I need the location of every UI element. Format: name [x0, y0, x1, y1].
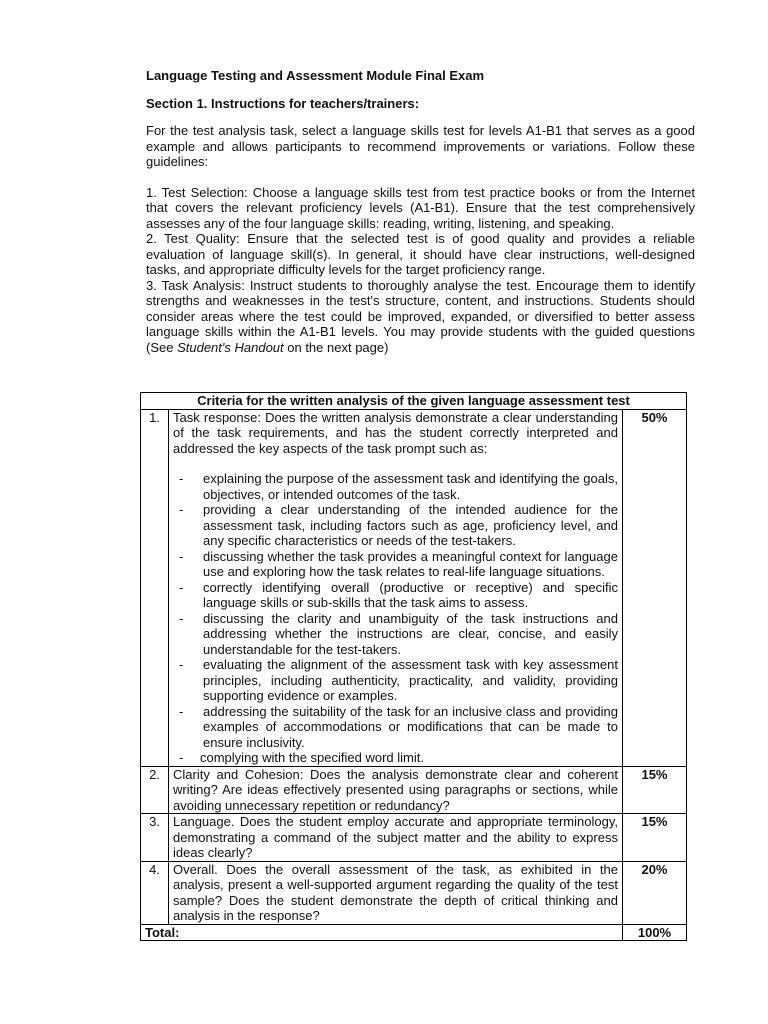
bullet-text: explaining the purpose of the assessment task and identifying the goals, objectives, or intended outcomes of the task. [203, 471, 618, 502]
bullet-text: complying with the specified word limit. [200, 750, 424, 765]
bullet-text: discussing the clarity and unambiguity of the task instructions and addressing whether the instructions are clear, concise, and easily understandable for the test-takers. [203, 610, 618, 657]
dash-marker: - [179, 579, 184, 595]
list-item [173, 549, 618, 580]
bullet-text: providing a clear understanding of the intended audience for the assessment task, including factors such as age, proficiency level, and any specific characteristics or needs of the test-takers. [203, 502, 618, 548]
table-row [141, 409, 687, 766]
bullet-text: addressing the suitability of the task for an inclusive class and providing examples of accommodations or modifications that can be made to ensure inclusivity. [203, 703, 618, 750]
table-row [141, 861, 687, 924]
list-item [173, 611, 618, 658]
dash-marker: - [179, 703, 184, 719]
dash-marker: - [179, 610, 184, 626]
bullet-text: correctly identifying overall (productive or receptive) and specific language skills or sub-skills that the task aims to assess. [203, 579, 618, 610]
dash-marker: - [179, 657, 184, 672]
criterion-number: 1. [141, 409, 169, 766]
criterion-text: Overall. Does the overall assessment of the task, as exhibited in the analysis, present a well-supported argument regarding the quality of the test sample? Does the student demonstrate the depth of critical thinking and analysis in the response? [169, 861, 623, 924]
criteria-table [140, 392, 687, 941]
criterion-weight: 50% [622, 409, 686, 766]
criterion-number: 2. [141, 766, 169, 814]
section-heading: Section 1. Instructions for teachers/trainers: [146, 95, 420, 111]
intro-paragraph: For the test analysis task, select a language skills test for levels A1-B1 that serves as a good example and allows participants to recommend improvements or variations. Follow these guidelines: [146, 123, 695, 169]
dash-marker: - [179, 502, 184, 517]
bullet-text: discussing whether the task provides a meaningful context for language use and exploring how the task relates to real-life language situations. [203, 548, 618, 579]
dash-marker: - [179, 471, 184, 486]
guideline-2: 2. Test Quality: Ensure that the selected test is of good quality and provides a reliable evaluation of language skill(s). In general, it should have clear instructions, well-designed tasks, and appropriate difficulty levels for the target proficiency range. [146, 231, 695, 277]
total-row [141, 924, 687, 941]
dash-marker: - [179, 750, 184, 765]
guideline-1: 1. Test Selection: Choose a language skills test from test practice books or from the Internet that covers the relevant proficiency levels (A1-B1). Ensure that the test comprehensively assesses any of the four language skills: reading, writing, listening, and speaking. [146, 184, 695, 231]
criterion-bullet-list [173, 471, 618, 766]
table-row [141, 766, 687, 814]
total-label: Total: [141, 924, 623, 941]
list-item [173, 580, 618, 611]
list-item [173, 657, 618, 704]
criterion-text: Clarity and Cohesion: Does the analysis demonstrate clear and coherent writing? Are ideas effectively presented using paragraphs or sections, while avoiding unnecessary repetition or redundancy? [169, 766, 623, 814]
document-title: Language Testing and Assessment Module Final Exam [146, 68, 485, 83]
criterion-weight: 15% [622, 814, 686, 862]
criterion-description: Task response: Does the written analysis demonstrate a clear understanding of the task requirements, and has the student correctly interpreted and addressed the key aspects of the task prompt such as: [173, 409, 618, 456]
bullet-text: evaluating the alignment of the assessment task with key assessment principles, including authenticity, practicality, and validity, providing supporting evidence or examples. [203, 657, 618, 703]
table-row [141, 814, 687, 862]
criterion-text: Language. Does the student employ accurate and appropriate terminology, demonstrating a command of the subject matter and the ability to express ideas clearly? [169, 814, 623, 862]
guideline-3-tail: on the next page) [283, 339, 389, 355]
document-body [146, 68, 695, 355]
list-item [173, 502, 618, 549]
guideline-3 [146, 278, 695, 356]
total-value: 100% [622, 924, 686, 941]
student-handout-reference: Student's Handout [177, 339, 284, 355]
criteria-header-row [141, 393, 687, 410]
list-item [173, 704, 618, 751]
criterion-weight: 20% [622, 861, 686, 924]
criterion-number: 4. [141, 861, 169, 924]
criterion-text [169, 409, 623, 766]
criteria-header: Criteria for the written analysis of the given language assessment test [141, 393, 687, 410]
criterion-number: 3. [141, 814, 169, 862]
list-item [173, 471, 618, 502]
list-item [173, 750, 618, 766]
guideline-3-text: 3. Task Analysis: Instruct students to thoroughly analyse the test. Encourage them to identify strengths and weaknesses in the test's structure, content, and instructions. Students should consider areas where the test could be improved, expanded, or diversified to better assess language skills within the A1-B1 levels. You may provide students with the guided questions (See [146, 277, 695, 355]
dash-marker: - [179, 548, 184, 564]
criterion-weight: 15% [622, 766, 686, 814]
